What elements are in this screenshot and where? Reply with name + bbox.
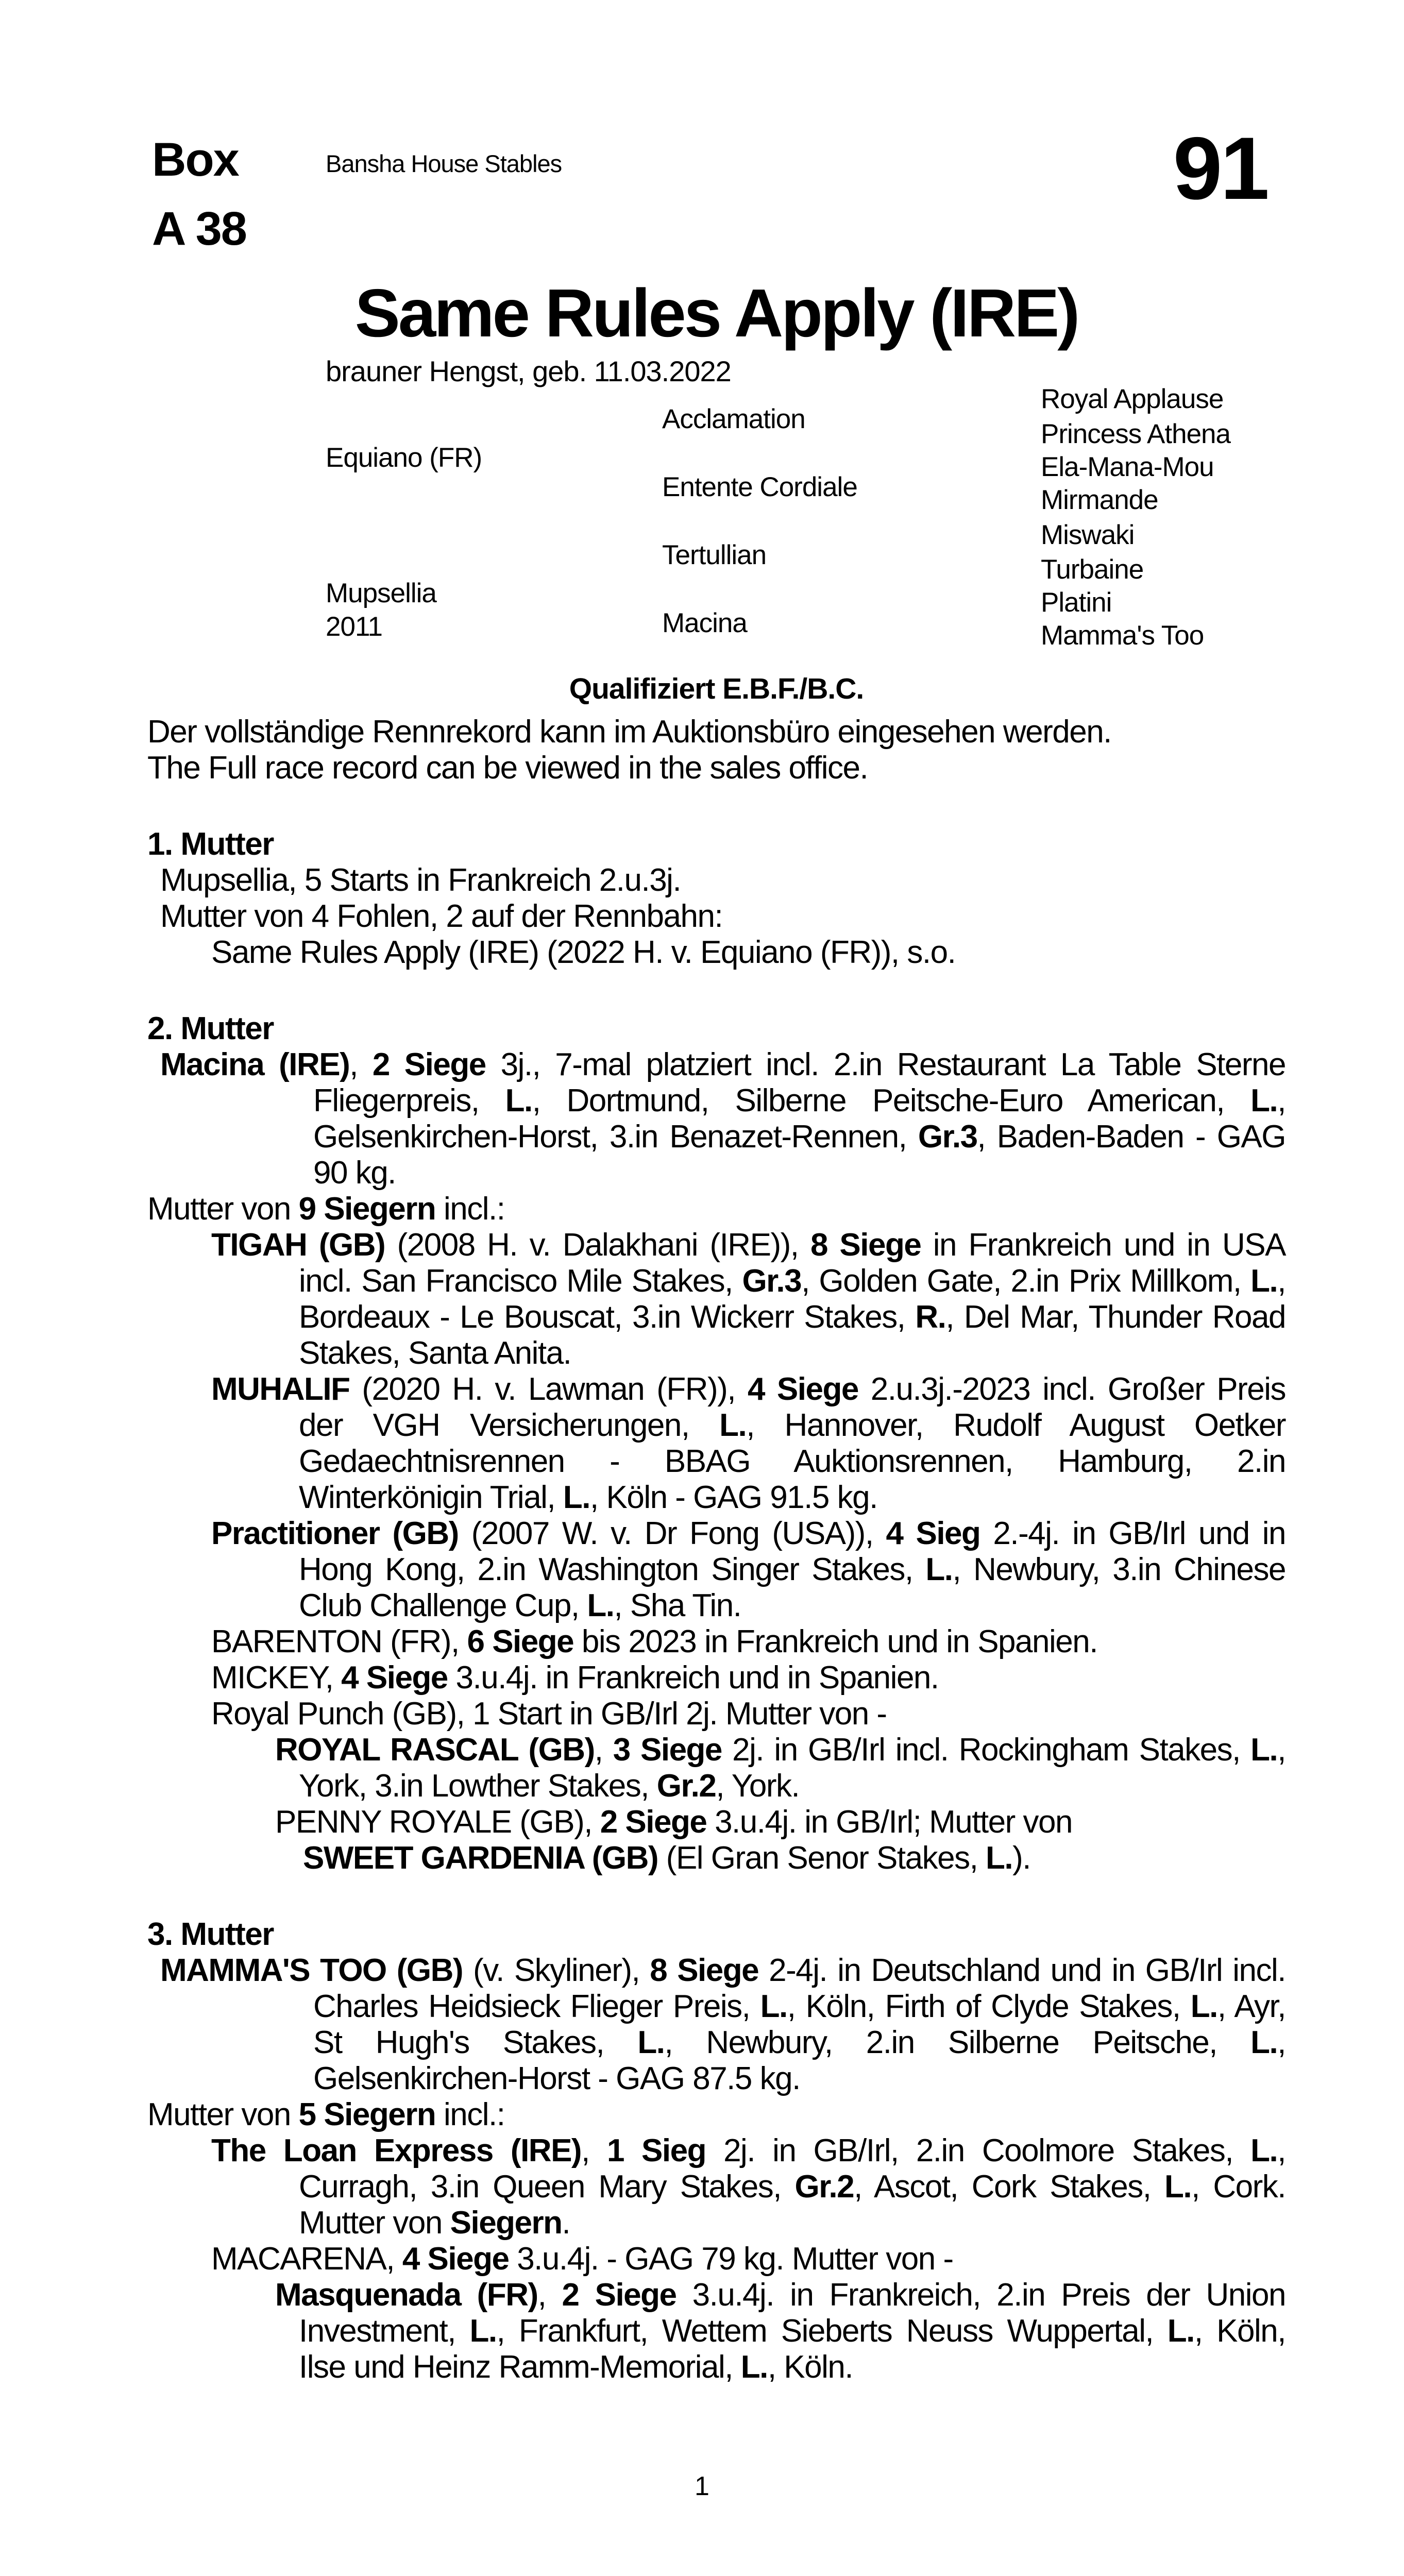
bold-text: Masquenada (FR) — [275, 2277, 538, 2313]
text: (2007 W. v. Dr Fong (USA)), — [458, 1516, 886, 1551]
box-number: A 38 — [152, 202, 246, 255]
text: , Köln, Firth of Clyde Stakes, — [787, 1989, 1191, 2024]
produce-subentry — [147, 1840, 1285, 1876]
text: incl.: — [435, 2097, 505, 2132]
text: , Golden Gate, 2.in Prix Millkom, — [801, 1263, 1251, 1299]
pedigree-gen2-cell: Macina — [662, 608, 747, 638]
horse-name: Same Rules Apply (IRE) — [354, 275, 1078, 351]
produce-subentry — [147, 1804, 1285, 1840]
text: , Köln - GAG 91.5 kg. — [590, 1480, 877, 1515]
box-label: Box — [152, 133, 239, 186]
text: , Gelsenkirchen-Horst - GAG 87.5 kg. — [313, 2025, 1285, 2096]
bold-text: L. — [505, 1083, 532, 1118]
horse-details: brauner Hengst, geb. 11.03.2022 — [326, 355, 731, 387]
produce-entry — [147, 1371, 1285, 1516]
bold-text: L. — [925, 1552, 953, 1587]
dam-produce-intro — [147, 899, 1285, 935]
pedigree-gen3-cell: Miswaki — [1041, 520, 1135, 550]
bold-text: L. — [587, 1588, 614, 1623]
mutter-section-3 — [147, 1917, 1285, 2385]
bold-text: 4 Siege — [402, 2241, 509, 2277]
bold-text: Practitioner (GB) — [211, 1516, 459, 1551]
text: . — [562, 2205, 570, 2241]
pedigree-gen3-cell: Mirmande — [1041, 485, 1158, 515]
bold-text: The Loan Express (IRE) — [211, 2133, 582, 2168]
dam-line — [147, 862, 1285, 899]
pedigree-sire: Equiano (FR) — [326, 443, 482, 473]
page-number: 1 — [695, 2471, 709, 2501]
bold-text: 8 Siege — [810, 1227, 921, 1263]
bold-text: 4 Sieg — [886, 1516, 980, 1551]
text: , Del Mar, Thunder Road Stakes, Santa Anita. — [299, 1299, 1285, 1371]
text: , Ayr, St Hugh's Stakes, — [313, 1989, 1286, 2060]
text: , Cork. Mutter von — [299, 2169, 1285, 2241]
produce-entry — [147, 1227, 1285, 1371]
text: 2.u.3j.-2023 incl. Großer Preis der VGH Versicherungen, — [299, 1371, 1285, 1443]
text: bis 2023 in Frankreich und in Spanien. — [573, 1624, 1097, 1659]
produce-entry — [147, 2241, 1285, 2277]
text: 3.u.4j. in Frankreich, 2.in Preis der Union Investment, — [299, 2277, 1285, 2349]
text: ). — [1012, 1840, 1031, 1876]
text: (El Gran Senor Stakes, — [658, 1840, 986, 1876]
section-heading: 3. Mutter — [147, 1917, 274, 1952]
dam-produce-intro — [147, 2097, 1285, 2133]
text: MICKEY, — [211, 1660, 342, 1696]
text: 3.u.4j. - GAG 79 kg. Mutter von - — [509, 2241, 953, 2277]
bold-text: MUHALIF — [211, 1371, 350, 1407]
text: 3j., 7-mal platziert incl. 2.in Restaurant La Table Sterne Fliegerpreis, — [313, 1047, 1285, 1118]
bold-text: Macina (IRE) — [160, 1047, 350, 1082]
text: , Curragh, 3.in Queen Mary Stakes, — [299, 2133, 1286, 2205]
text: , Köln, Ilse und Heinz Ramm-Memorial, — [299, 2313, 1285, 2385]
bold-text: L. — [1250, 1263, 1278, 1299]
produce-entry — [147, 1516, 1285, 1624]
pedigree-gen3-cell: Royal Applause — [1041, 384, 1224, 414]
bold-text: 6 Siege — [467, 1624, 574, 1659]
pedigree-dam: Mupsellia — [326, 578, 436, 608]
bold-text: 3 Siege — [613, 1732, 722, 1768]
text: , Ascot, Cork Stakes, — [854, 2169, 1164, 2205]
bold-text: L. — [1167, 2313, 1194, 2349]
text: in Frankreich und in USA incl. San Francisco Mile Stakes, — [299, 1227, 1285, 1299]
produce-entry — [147, 1624, 1285, 1660]
section-heading: 2. Mutter — [147, 1011, 274, 1046]
bold-text: Gr.2 — [794, 2169, 854, 2205]
produce-entry — [147, 2133, 1285, 2241]
pedigree-text-column — [147, 714, 1285, 2385]
pedigree-gen3-cell: Platini — [1041, 587, 1112, 618]
pedigree-gen2-cell: Acclamation — [662, 404, 805, 434]
text: , Newbury, 3.in Chinese Club Challenge Cup, — [299, 1552, 1285, 1623]
bold-text: L. — [1250, 1083, 1278, 1118]
text: , Gelsenkirchen-Horst, 3.in Benazet-Rennen, — [313, 1083, 1285, 1155]
bold-text: TIGAH (GB) — [211, 1227, 385, 1263]
dam-line — [147, 1953, 1285, 2097]
bold-text: L. — [1250, 2133, 1278, 2168]
bold-text: 1 Sieg — [606, 2133, 706, 2168]
bold-text: 9 Siegern — [298, 1191, 436, 1227]
text: , Dortmund, Silberne Peitsche-Euro American, — [532, 1083, 1251, 1118]
text: , Bordeaux - Le Bouscat, 3.in Wickerr Stakes, — [299, 1263, 1285, 1335]
bold-text: L. — [1164, 2169, 1192, 2205]
text: 2-4j. in Deutschland und in GB/Irl incl. Charles Heidsieck Flieger Preis, — [313, 1953, 1285, 2024]
bold-text: L. — [760, 1989, 787, 2024]
bold-text: Gr.3 — [742, 1263, 802, 1299]
race-record-note-de: Der vollständige Rennrekord kann im Auktionsbüro eingesehen werden. — [147, 714, 1111, 750]
bold-text: R. — [915, 1299, 946, 1335]
text: , Baden-Baden - GAG 90 kg. — [313, 1119, 1285, 1191]
bold-text: 2 Siege — [372, 1047, 486, 1082]
bold-text: L. — [563, 1480, 590, 1515]
bold-text: L. — [469, 2313, 497, 2349]
text: , Köln. — [767, 2349, 853, 2385]
produce-entry — [147, 935, 1285, 971]
pedigree-gen2-cell: Tertullian — [662, 540, 767, 570]
text: , York. — [716, 1768, 800, 1804]
text: , York, 3.in Lowther Stakes, — [299, 1732, 1285, 1804]
text: 3.u.4j. in Frankreich und in Spanien. — [447, 1660, 939, 1696]
text: incl.: — [435, 1191, 505, 1227]
dam-produce-intro — [147, 1191, 1285, 1227]
bold-text: 5 Siegern — [298, 2097, 436, 2132]
pedigree-dam-year: 2011 — [326, 612, 382, 642]
bold-text: L. — [637, 2025, 665, 2060]
text: 3.u.4j. in GB/Irl; Mutter von — [706, 1804, 1072, 1840]
bold-text: L. — [1250, 2025, 1278, 2060]
bold-text: L. — [1190, 1989, 1217, 2024]
bold-text: L. — [986, 1840, 1013, 1876]
bold-text: L. — [740, 2349, 768, 2385]
text: Mutter von — [147, 2097, 299, 2132]
text: BARENTON (FR), — [211, 1624, 467, 1659]
text: (2008 H. v. Dalakhani (IRE)), — [385, 1227, 810, 1263]
bold-text: Siegern — [450, 2205, 562, 2241]
text: , Hannover, Rudolf August Oetker Gedaechtnisrennen - BBAG Auktionsrennen, Hamburg, 2.in Winterkönigin Trial, — [299, 1408, 1285, 1515]
pedigree-gen2-cell: Entente Cordiale — [662, 472, 857, 502]
bold-text: L. — [1250, 1732, 1278, 1768]
bold-text: MAMMA'S TOO (GB) — [160, 1953, 463, 1988]
lot-number: 91 — [1173, 119, 1267, 218]
pedigree-gen3-cell: Ela-Mana-Mou — [1041, 452, 1214, 482]
bold-text: ROYAL RASCAL (GB) — [275, 1732, 595, 1768]
text: , — [581, 2133, 607, 2168]
text: Mutter von 4 Fohlen, 2 auf der Rennbahn: — [160, 899, 723, 934]
pedigree-gen3-cell: Turbaine — [1041, 554, 1144, 585]
bold-text: L. — [719, 1408, 747, 1443]
text: (v. Skyliner), — [463, 1953, 650, 1988]
text: Mupsellia, 5 Starts in Frankreich 2.u.3j. — [160, 862, 681, 898]
race-record-note-en: The Full race record can be viewed in the sales office. — [147, 750, 868, 786]
text: Royal Punch (GB), 1 Start in GB/Irl 2j. Mutter von - — [211, 1696, 887, 1732]
produce-entry — [147, 1696, 1285, 1732]
pedigree-gen3-cell: Mamma's Too — [1041, 620, 1204, 651]
mutter-section-2 — [147, 1011, 1285, 1876]
dam-line — [147, 1047, 1285, 1191]
bold-text: 2 Siege — [600, 1804, 707, 1840]
bold-text: Gr.2 — [656, 1768, 716, 1804]
text: (2020 H. v. Lawman (FR)), — [349, 1371, 748, 1407]
text: , — [349, 1047, 373, 1082]
bold-text: Gr.3 — [918, 1119, 977, 1155]
text: PENNY ROYALE (GB), — [275, 1804, 600, 1840]
section-heading: 1. Mutter — [147, 826, 274, 862]
bold-text: SWEET GARDENIA (GB) — [303, 1840, 658, 1876]
text: , Sha Tin. — [614, 1588, 741, 1623]
bold-text: 8 Siege — [650, 1953, 759, 1988]
produce-subentry — [147, 2277, 1285, 2385]
pedigree-gen3-cell: Princess Athena — [1041, 419, 1231, 449]
text: Same Rules Apply (IRE) (2022 H. v. Equiano (FR)), s.o. — [211, 935, 956, 970]
text: 2j. in GB/Irl, 2.in Coolmore Stakes, — [705, 2133, 1251, 2168]
text: , — [594, 1732, 613, 1768]
mutter-sections — [147, 826, 1285, 2385]
bold-text: 4 Siege — [341, 1660, 448, 1696]
bold-text: 4 Siege — [748, 1371, 858, 1407]
mutter-section-1 — [147, 826, 1285, 971]
bold-text: 2 Siege — [562, 2277, 676, 2313]
text: 2j. in GB/Irl incl. Rockingham Stakes, — [721, 1732, 1251, 1768]
text: Mutter von — [147, 1191, 299, 1227]
text: , — [537, 2277, 562, 2313]
text: , Frankfurt, Wettem Sieberts Neuss Wuppertal, — [496, 2313, 1168, 2349]
consignor-name: Bansha House Stables — [326, 150, 562, 177]
text: , Newbury, 2.in Silberne Peitsche, — [664, 2025, 1251, 2060]
produce-subentry — [147, 1732, 1285, 1804]
text: MACARENA, — [211, 2241, 402, 2277]
qualification-note: Qualifiziert E.B.F./B.C. — [569, 672, 864, 705]
text: 2.-4j. in GB/Irl und in Hong Kong, 2.in Washington Singer Stakes, — [299, 1516, 1286, 1587]
produce-entry — [147, 1660, 1285, 1696]
